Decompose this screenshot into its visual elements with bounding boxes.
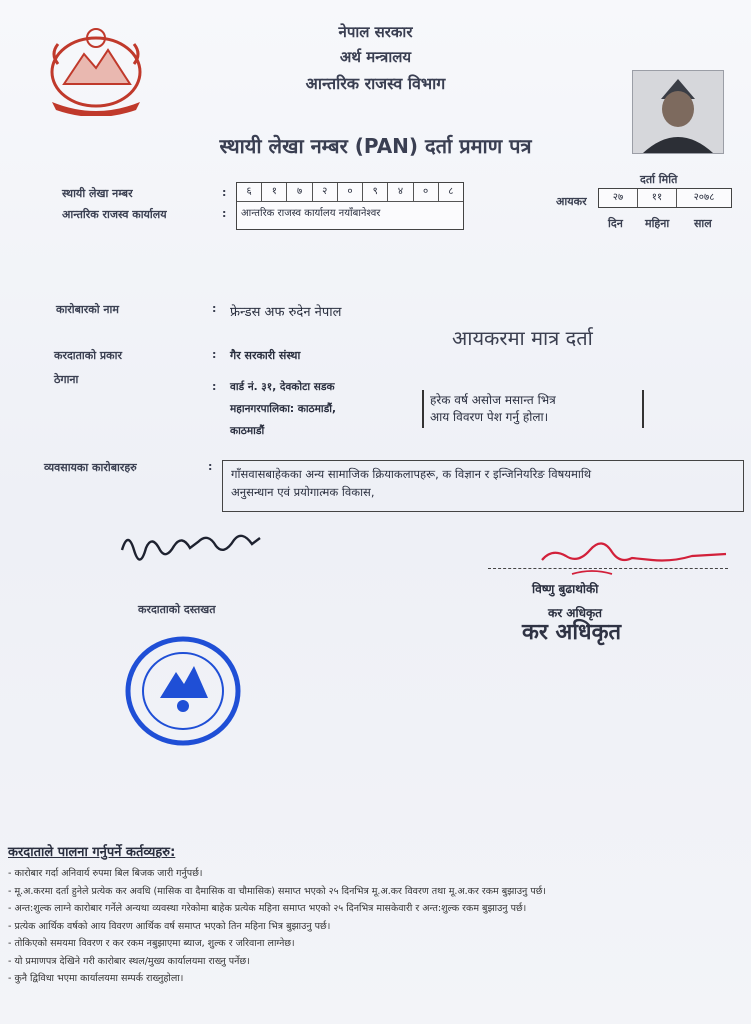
business-activities-label: व्यवसायका कारोबारहरु bbox=[44, 461, 137, 474]
business-activities-line-1: गाँसवासबाहेकका अन्य सामाजिक क्रियाकलापहरू, क विज्ञान र इन्जिनियरिङ विषयमाथि bbox=[231, 467, 592, 481]
pan-digit: ६ bbox=[237, 183, 262, 201]
business-activities-line-2: अनुसन्धान एवं प्रयोगात्मक विकास, bbox=[231, 485, 375, 499]
officer-title: कर अधिकृत bbox=[548, 606, 603, 620]
pan-digit: ९ bbox=[363, 183, 388, 201]
pan-label: स्थायी लेखा नम्बर bbox=[62, 187, 133, 200]
duties-title: करदाताले पालना गर्नुपर्ने कर्तव्यहरु: bbox=[8, 845, 176, 860]
date-day: २७ bbox=[599, 189, 638, 207]
date-month-caption: महिना bbox=[645, 217, 670, 230]
date-year-caption: साल bbox=[694, 217, 712, 230]
filing-reminder-line-1: हरेक वर्ष असोज मसान्त भित्र bbox=[430, 393, 556, 407]
business-name-value: फ्रेन्डस अफ रुदेन नेपाल bbox=[230, 305, 342, 320]
duty-item: - अन्त:शुल्क लाग्ने कारोबार गर्नेले अन्यथा व्यवस्था गरेकोमा बाहेक प्रत्येक महिना समाप्त भएको २५ दिनभित्र मासकेवारी र अन्त:शुल्क रकम बुझाउनु पर्छ। bbox=[8, 903, 527, 914]
taxpayer-type-value: गैर सरकारी संस्था bbox=[230, 349, 301, 362]
officer-signature bbox=[532, 528, 732, 588]
office-value: आन्तरिक राजस्व कार्यालय नयाँबानेश्वर bbox=[241, 208, 381, 219]
duty-item: - यो प्रमाणपत्र देखिने गरी कारोबार स्थल/मुख्य कार्यालयमा राख्नु पर्नेछ। bbox=[8, 955, 250, 967]
registration-date-heading: दर्ता मिति bbox=[640, 173, 678, 186]
pan-box bbox=[236, 182, 464, 230]
officer-signature-line bbox=[488, 568, 728, 569]
taxpayer-type-label: करदाताको प्रकार bbox=[54, 349, 122, 362]
registration-date-box bbox=[598, 188, 732, 208]
pan-digit: २ bbox=[313, 183, 338, 201]
date-day-caption: दिन bbox=[608, 217, 623, 230]
address-line-2: महानगरपालिका: काठमाडौं, bbox=[230, 403, 336, 415]
business-name-label: कारोबारको नाम bbox=[56, 303, 119, 316]
income-tax-only-stamp: आयकरमा मात्र दर्ता bbox=[452, 326, 593, 350]
pan-digit: ० bbox=[338, 183, 363, 201]
business-activities-box bbox=[222, 460, 744, 512]
address-line-3: काठमाडौं bbox=[230, 425, 265, 437]
pan-digit: ० bbox=[414, 183, 439, 201]
header-department: आन्तरिक राजस्व विभाग bbox=[305, 74, 446, 93]
duty-item: - कारोबार गर्दा अनिवार्य रुपमा बिल बिजक जारी गर्नुपर्छ। bbox=[8, 868, 203, 879]
office-label: आन्तरिक राजस्व कार्यालय bbox=[62, 208, 167, 221]
address-line-1: वार्ड नं. ३१, देवकोटा सडक bbox=[230, 381, 335, 393]
header-ministry: अर्थ मन्त्रालय bbox=[339, 48, 412, 66]
address-label: ठेगाना bbox=[54, 373, 79, 386]
taxpayer-signature bbox=[116, 520, 266, 574]
duty-item: - मू.अ.करमा दर्ता हुनेले प्रत्येक कर अवधि (मासिक वा दैमासिक वा चौमासिक) समाप्त भएको २५ दिनभित्र मू.अ.कर विवरण तथा मू.अ.कर रकम बुझाउनु पर्छ। bbox=[8, 885, 546, 897]
pan-digit: ७ bbox=[287, 183, 312, 201]
taxpayer-signature-label: करदाताको दस्तखत bbox=[138, 603, 216, 616]
duty-item: - तोकिएको समयमा विवरण र कर रकम नबुझाएमा ब्याज, शुल्क र जरिवाना लाग्नेछ। bbox=[8, 938, 295, 949]
header-government: नेपाल सरकार bbox=[338, 23, 413, 41]
pan-digit: १ bbox=[262, 183, 287, 201]
filing-reminder-line-2: आय विवरण पेश गर्नु होला। bbox=[430, 410, 549, 424]
officer-name: विष्णु बुढाथोकी bbox=[532, 582, 599, 596]
filing-reminder-stamp bbox=[422, 390, 644, 428]
organization-seal bbox=[124, 636, 242, 746]
duty-item: - कुनै द्विविधा भएमा कार्यालयमा सम्पर्क राख्नुहोला। bbox=[8, 973, 184, 984]
certificate-title: स्थायी लेखा नम्बर (PAN) दर्ता प्रमाण पत्र bbox=[219, 134, 532, 158]
date-year: २०७८ bbox=[693, 192, 715, 203]
pan-number bbox=[237, 183, 463, 202]
duty-item: - प्रत्येक आर्थिक वर्षको आय विवरण आर्थिक वर्ष समाप्त भएको तिन महिना भित्र बुझाउनु पर्छ। bbox=[8, 920, 331, 932]
pan-certificate: नेपाल सरकार अर्थ मन्त्रालय आन्तरिक राजस्व विभाग स्थायी लेखा नम्बर (PAN) दर्ता प्रमाण पत्र स्थायी लेखा नम्बर आन्तरिक राजस्व कार्यालय : : ६ १ ७ २ ० ९ ४ ० ८ आन्तरिक राजस्व कार्यालय नयाँबानेश्वर दर्ता मिति आयकर २७ ११ २०७८ दिन महिना साल कारोबारको नाम : फ्रेन्डस अफ रुदेन नेपाल करदाताको प्रकार : गैर सरकारी संस्था ठेगाना : वार्ड नं. ३१, देवकोटा सडक महानगरपालिका: काठमाडौं, काठमाडौं आयकरमा मात्र दर्ता हरेक वर्ष असोज मसान्त भित्र आय विवरण पेश गर्नु होला। व्यवसायका कारोबारहरु : गाँसवासबाहेकका अन्य सामाजिक क्रियाकलापहरू, क विज्ञान र इन्जिनियरिङ विषयमाथि अनुसन्धान एवं प्रयोगात्मक विकास, करदाताको दस्तखत विष्णु बुढाथोकी कर अधिकृत कर अधिकृत करदाताले पालना गर्नुपर्ने कर्तव्यहरु: - कारोबार गर्दा अनिवार्य रुपमा बिल बिजक जारी गर्नुपर्छ। - मू.अ.करमा दर्ता हुनेले प्रत्येक कर अवधि (मासिक वा दैमासिक वा चौमासिक) समाप्त भएको २५ दिनभित्र मू.अ.कर विवरण तथा मू.अ.कर रकम बुझाउनु पर्छ। - अन्त:शुल्क लाग्ने कारोबार गर्नेले अन्यथा व्यवस्था गरेकोमा बाहेक प्रत्येक महिना समाप्त भएको २५ दिनभित्र मासकेवारी र अन्त:शुल्क रकम बुझाउनु पर्छ। - प्रत्येक आर्थिक वर्षको आय विवरण आर्थिक वर्ष समाप्त भएको तिन महिना भित्र बुझाउनु पर्छ। - तोकिएको समयमा विवरण र कर रकम नबुझाएमा ब्याज, शुल्क र जरिवाना लाग्नेछ। - यो प्रमाणपत्र देखिने गरी कारोबार स्थल/मुख्य कार्यालयमा राख्नु पर्नेछ। - कुनै द्विविधा भएमा कार्यालयमा सम्पर्क राख्नुहोला। bbox=[0, 0, 751, 1024]
date-month: ११ bbox=[638, 189, 677, 207]
pan-digit: ८ bbox=[448, 186, 454, 197]
officer-title-stamp: कर अधिकृत bbox=[522, 620, 622, 645]
income-tax-label: आयकर bbox=[556, 195, 587, 208]
pan-digit: ४ bbox=[388, 183, 413, 201]
